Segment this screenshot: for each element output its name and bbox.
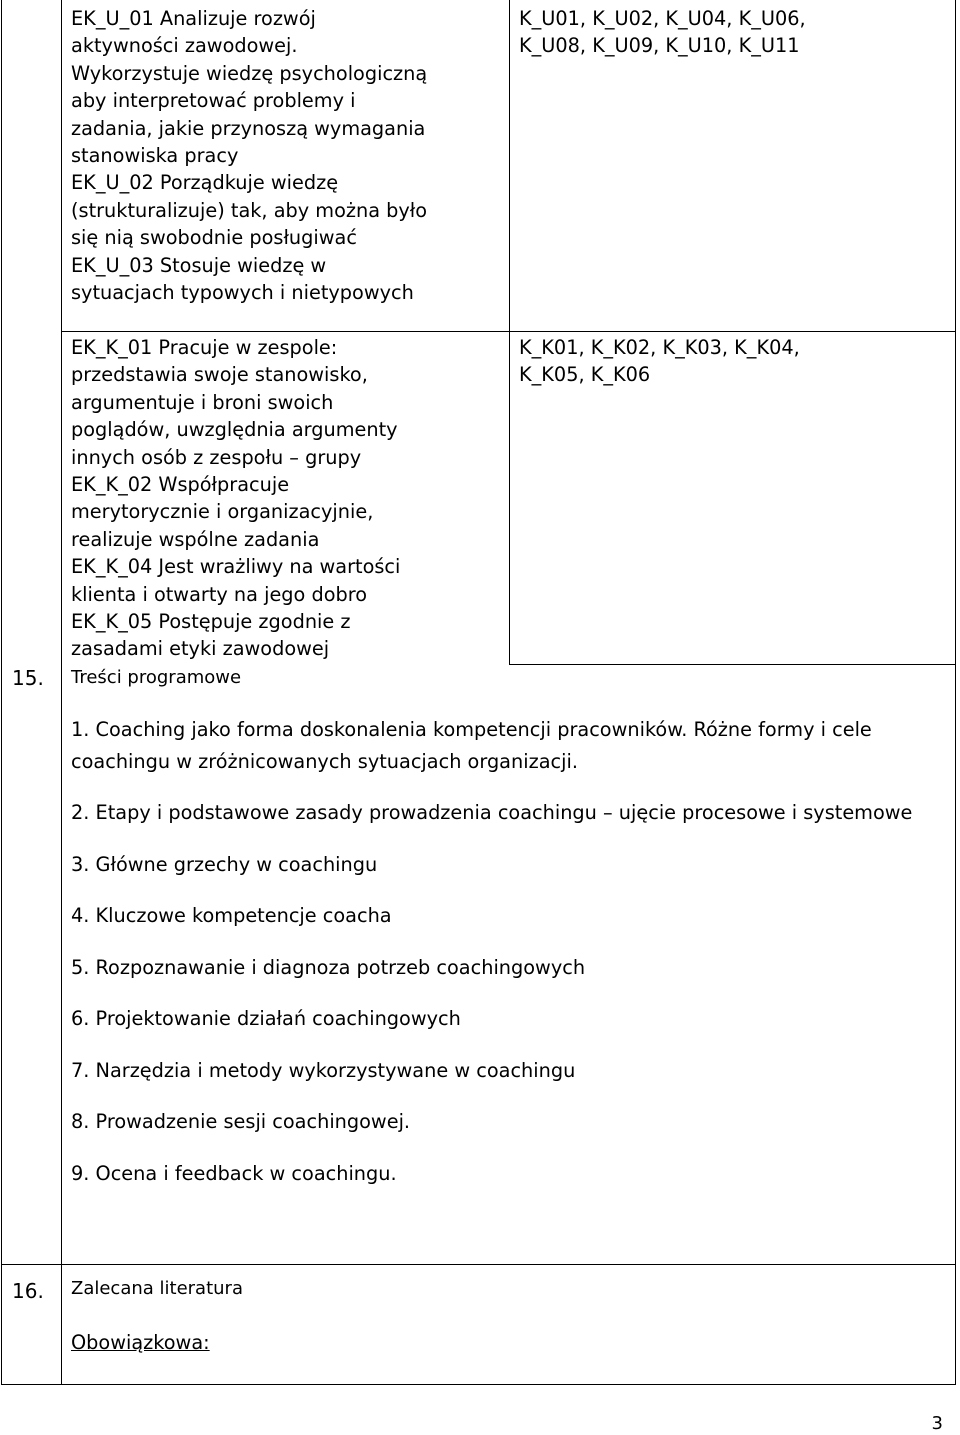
skills-line: EK_U_01 Analizuje rozwój [71, 7, 316, 30]
competence-line: argumentuje i broni swoich [71, 390, 334, 414]
section-15-title: Treści programowe [71, 667, 242, 688]
section-16-title: Zalecana literatura [71, 1278, 243, 1299]
skills-line: stanowiska pracy [71, 144, 239, 168]
list-item: 3. Główne grzechy w coachingu [71, 852, 378, 876]
competence-refs [519, 334, 800, 389]
competence-line: EK_K_02 Współpracuje [71, 473, 290, 497]
competence-line: EK_K_01 Pracuje w zespole: [71, 336, 338, 359]
competence-line: poglądów, uwzględnia argumenty [71, 418, 398, 442]
section-15-number: 15. [12, 666, 44, 690]
competence-ref-line: K_K05, K_K06 [519, 363, 651, 387]
list-item: 5. Rozpoznawanie i diagnoza potrzeb coachingowych [71, 955, 586, 979]
skills-line: Wykorzystuje wiedzę psychologiczną [71, 61, 428, 85]
competence-line: EK_K_05 Postępuje zgodnie z [71, 610, 351, 634]
skills-line: EK_U_02 Porządkuje wiedzę [71, 171, 339, 195]
row-divider-section16 [1, 1264, 956, 1265]
table-border-left [1, 0, 2, 1385]
competence-line: zasadami etyki zawodowej [71, 637, 330, 661]
list-item: 7. Narzędzia i metody wykorzystywane w coachingu [71, 1058, 576, 1082]
skills-ref-line: K_U08, K_U09, K_U10, K_U11 [519, 34, 800, 58]
competence-ref-line: K_K01, K_K02, K_K03, K_K04, [519, 336, 800, 359]
competence-line: EK_K_04 Jest wrażliwy na wartości [71, 555, 401, 579]
column-divider-number [61, 0, 62, 1385]
list-item: 2. Etapy i podstawowe zasady prowadzenia coachingu – ujęcie procesowe i systemowe [71, 801, 913, 824]
section-16-number: 16. [12, 1279, 44, 1303]
competence-outcomes [71, 334, 400, 663]
table-border-bottom [1, 1384, 956, 1385]
row-divider-competences [509, 664, 956, 665]
skills-line: zadania, jakie przynoszą wymagania [71, 116, 426, 140]
column-divider-refs [509, 0, 510, 664]
program-content-list [71, 714, 941, 1189]
competence-line: innych osób z zespołu – grupy [71, 445, 362, 469]
competence-line: merytorycznie i organizacyjnie, [71, 500, 374, 524]
skills-line: aby interpretować problemy i [71, 89, 356, 113]
page-number: 3 [931, 1413, 943, 1434]
row-divider-skills [61, 331, 956, 332]
list-item: 1. Coaching jako forma doskonalenia kompetencji pracowników. Różne formy i cele coachingu w zróżnicowanych sytuacjach organizacji. [71, 718, 872, 773]
competence-line: klienta i otwarty na jego dobro [71, 582, 368, 606]
list-item: 6. Projektowanie działań coachingowych [71, 1007, 461, 1030]
skills-line: (strukturalizuje) tak, aby można było [71, 198, 428, 222]
skills-line: aktywności zawodowej. [71, 34, 298, 58]
list-item: 8. Prowadzenie sesji coachingowej. [71, 1110, 411, 1133]
competence-line: przedstawia swoje stanowisko, [71, 363, 368, 387]
skills-line: sytuacjach typowych i nietypowych [71, 281, 414, 305]
skills-line: EK_U_03 Stosuje wiedzę w [71, 253, 327, 277]
list-item: 9. Ocena i feedback w coachingu. [71, 1161, 397, 1185]
list-item: 4. Kluczowe kompetencje coacha [71, 904, 392, 927]
skills-line: się nią swobodnie posługiwać [71, 226, 357, 250]
skills-ref-line: K_U01, K_U02, K_U04, K_U06, [519, 7, 806, 30]
skills-refs [519, 5, 806, 60]
competence-line: realizuje wspólne zadania [71, 527, 320, 551]
skills-outcomes [71, 5, 427, 306]
table-border-right [955, 0, 956, 1385]
section-16-subtitle: Obowiązkowa: [71, 1331, 210, 1354]
